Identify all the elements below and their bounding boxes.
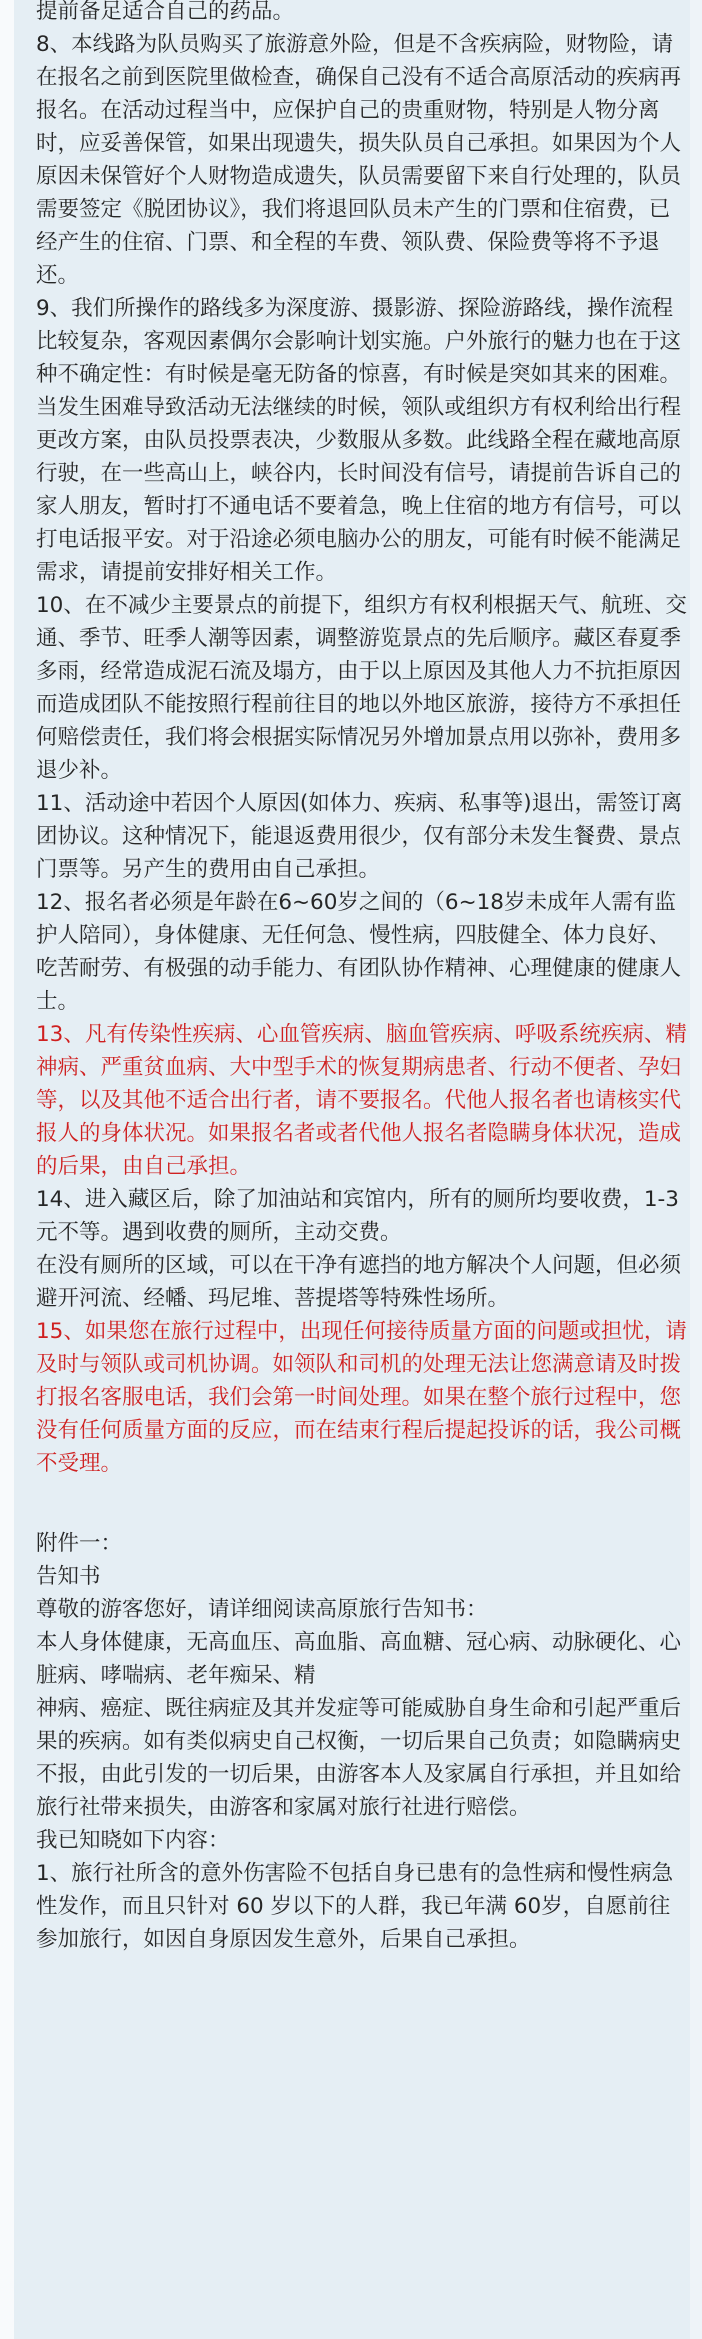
appendix-title: 附件一： bbox=[36, 1531, 123, 1556]
appendix-acknowledge-item-1: 1、旅行社所含的意外伤害险不包括自身已患有的急性病和慢性病急性发作，而且只针对 60 岁以下的人群，我已年满 60岁，自愿前往参加旅行，如因自身原因发生意外，后果自己承担。 bbox=[36, 1861, 674, 1952]
section-gap bbox=[36, 1513, 688, 1527]
paragraph-item-11-withdrawal: 11、活动途中若因个人原因(如体力、疾病、私事等)退出，需签订离团协议。这种情况下，能退返费用很少，仅有部分未发生餐费、景点门票等。另产生的费用由自己承担。 bbox=[36, 791, 683, 882]
paragraph-item-9-routes: 9、我们所操作的路线多为深度游、摄影游、探险游路线，操作流程比较复杂，客观因素偶尔会影响计划实施。户外旅行的魅力也在于这种不确定性：有时候是毫无防备的惊喜，有时候是突如其来的困难。当发生困难导致活动无法继续的时候，领队或组织方有权利给出行程更改方案，由队员投票表决，少数服从多数。此线路全程在藏地高原行驶，在一些高山上，峡谷内，长时间没有信号，请提前告诉自己的家人朋友，暂时打不通电话不要着急，晚上住宿的地方有信号，可以打电话报平安。对于沿途必须电脑办公的朋友，可能有时候不能满足需求，请提前安排好相关工作。 bbox=[36, 296, 682, 585]
paragraph-item-10-schedule: 10、在不减少主要景点的前提下，组织方有权利根据天气、航班、交通、季节、旺季人潮等因素，调整游览景点的先后顺序。藏区春夏季多雨，经常造成泥石流及塌方，由于以上原因及其他人力不抗拒原因而造成团队不能按照行程前往目的地以外地区旅游，接待方不承担任何赔偿责任，我们将会根据实际情况另外增加景点用以弥补，费用多退少补。 bbox=[36, 593, 687, 783]
appendix-health-statement-cont: 神病、癌症、既往病症及其并发症等可能威胁自身生命和引起严重后果的疾病。如有类似病史自己权衡，一切后果自己负责；如隐瞒病史不报，由此引发的一切后果，由游客本人及家属自行承担，并且如给旅行社带来损失，由游客和家属对旅行社进行赔偿。 bbox=[36, 1696, 682, 1820]
appendix-subtitle: 告知书 bbox=[36, 1564, 101, 1589]
paragraph-item-15-complaints: 15、如果您在旅行过程中，出现任何接待质量方面的问题或担忧，请及时与领队或司机协调。如领队和司机的处理无法让您满意请及时拨打报名客服电话，我们会第一时间处理。如果在整个旅行过程中，您没有任何质量方面的反应，而在结束行程后提起投诉的话，我公司概不受理。 bbox=[36, 1319, 687, 1476]
appendix-health-statement: 本人身体健康，无高血压、高血脂、高血糖、冠心病、动脉硬化、心脏病、哮喘病、老年痴呆、精 bbox=[36, 1630, 682, 1688]
left-margin bbox=[0, 0, 14, 2339]
document-body bbox=[36, 0, 688, 1956]
appendix-acknowledge-heading: 我已知晓如下内容： bbox=[36, 1828, 230, 1853]
paragraph-item-13-health-warning: 13、凡有传染性疾病、心血管疾病、脑血管疾病、呼吸系统疾病、精神病、严重贫血病、大中型手术的恢复期病患者、行动不便者、孕妇等，以及其他不适合出行者，请不要报名。代他人报名者也请核实代报人的身体状况。如果报名者或者代他人报名者隐瞒身体状况，造成的后果，由自己承担。 bbox=[36, 1022, 687, 1179]
appendix-greeting: 尊敬的游客您好，请详细阅读高原旅行告知书： bbox=[36, 1597, 488, 1622]
paragraph-item-14-toilets: 14、进入藏区后，除了加油站和宾馆内，所有的厕所均要收费，1-3元不等。遇到收费的厕所，主动交费。 bbox=[36, 1187, 679, 1245]
paragraph-item-8-insurance: 8、本线路为队员购买了旅游意外险，但是不含疾病险，财物险，请在报名之前到医院里做检查，确保自己没有不适合高原活动的疾病再报名。在活动过程当中，应保护自己的贵重财物，特别是人物分离时，应妥善保管，如果出现遗失，损失队员自己承担。如果因为个人原因未保管好个人财物造成遗失，队员需要留下来自行处理的，队员需要签定《脱团协议》，我们将退回队员未产生的门票和住宿费，已经产生的住宿、门票、和全程的车费、领队费、保险费等将不予退还。 bbox=[36, 32, 682, 288]
paragraph-toilet-etiquette: 在没有厕所的区域，可以在干净有遮挡的地方解决个人问题，但必须避开河流、经幡、玛尼堆、菩提塔等特殊性场所。 bbox=[36, 1253, 682, 1311]
paragraph-medicine: 提前备足适合自己的药品。 bbox=[36, 0, 295, 24]
section-spacer bbox=[36, 1480, 688, 1513]
paragraph-item-12-age: 12、报名者必须是年龄在6~60岁之间的（6~18岁未成年人需有监护人陪同），身体健康、无任何急、慢性病，四肢健全、体力良好、吃苦耐劳、有极强的动手能力、有团队协作精神、心理健康的健康人士。 bbox=[36, 890, 682, 1014]
document-card[interactable] bbox=[14, 0, 690, 2339]
